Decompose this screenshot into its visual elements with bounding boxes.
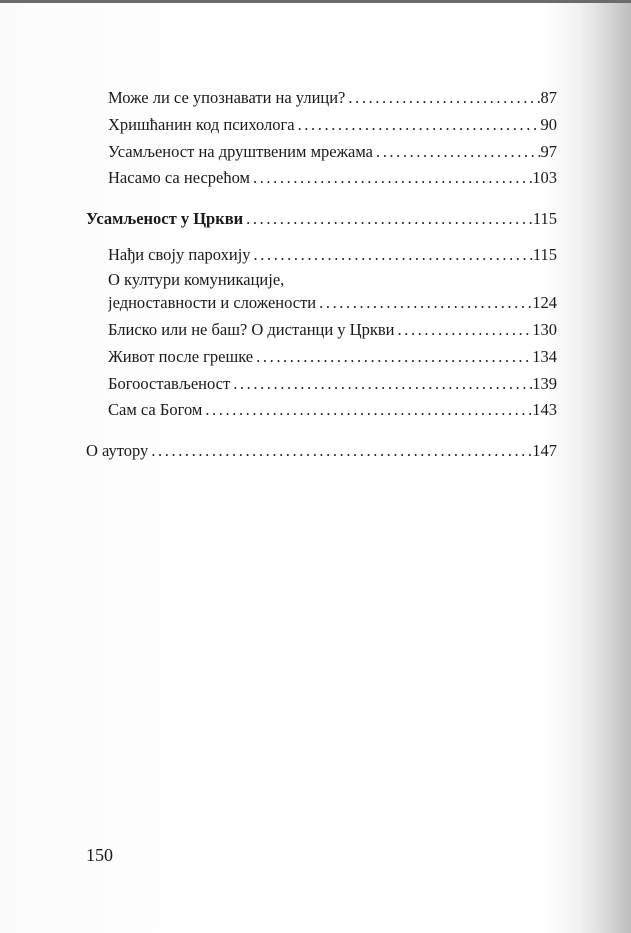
page-number: 150 — [86, 845, 113, 865]
toc-entry[interactable] — [108, 86, 557, 110]
toc-entry[interactable] — [108, 345, 557, 369]
toc-section-page: 147 — [532, 441, 557, 460]
toc-leader-dots — [243, 207, 533, 231]
toc-entry-title: Усамљеност на друштвеним мрежама — [108, 142, 373, 161]
toc-entry-page: 124 — [532, 293, 557, 312]
toc-entry[interactable] — [108, 291, 557, 315]
toc-entry[interactable] — [108, 318, 557, 342]
toc-leader-dots — [345, 86, 540, 110]
toc-entry-title: Нађи своју парохију — [108, 245, 251, 264]
toc-section-title: Усамљеност у Цркви — [86, 209, 244, 228]
toc-entry-title: Хришћанин код психолога — [108, 115, 295, 134]
toc-entry-page: 115 — [532, 245, 557, 264]
toc-entry-page: 130 — [532, 320, 557, 339]
toc-entry-title: Може ли се упознавати на улици? — [108, 88, 346, 107]
toc-entry-page: 97 — [540, 142, 557, 161]
toc-entry-page: 103 — [532, 168, 557, 187]
toc-leader-dots — [316, 291, 532, 315]
toc-entry-page: 90 — [540, 115, 557, 134]
toc-leader-dots — [251, 243, 533, 267]
toc-leader-dots — [148, 439, 532, 463]
toc-section-title: О аутору — [86, 441, 149, 460]
toc-entry-page: 139 — [532, 374, 557, 393]
toc-entry[interactable] — [108, 113, 557, 137]
toc-leader-dots — [250, 166, 532, 190]
toc-entry-page: 143 — [532, 400, 557, 419]
toc-section-church[interactable] — [86, 207, 557, 231]
toc-entry[interactable] — [108, 140, 557, 164]
toc-entry-title: Живот после грешке — [108, 347, 254, 366]
toc-entry-title: једноставности и сложености — [108, 293, 317, 312]
toc-entry[interactable] — [108, 372, 557, 396]
toc-leader-dots — [373, 140, 541, 164]
toc-entry-page: 134 — [532, 347, 557, 366]
toc-entry[interactable] — [108, 243, 557, 267]
toc-entry[interactable] — [108, 166, 557, 190]
toc-leader-dots — [202, 398, 532, 422]
toc-entry-title: Блиско или не баш? О дистанци у Цркви — [108, 320, 395, 339]
toc-entry-page: 87 — [540, 88, 557, 107]
toc-entry-title-line1: О култури комуникације, — [108, 270, 285, 289]
toc-leader-dots — [230, 372, 532, 396]
toc-leader-dots — [295, 113, 541, 137]
toc-about-author[interactable] — [86, 439, 557, 463]
toc-leader-dots — [253, 345, 532, 369]
toc-leader-dots — [395, 318, 533, 342]
toc-entry-title: Сам са Богом — [108, 400, 203, 419]
toc-entry-title: Богоостављеност — [108, 374, 231, 393]
toc-entry-title: Насамо са несрећом — [108, 168, 250, 187]
toc-section-page: 115 — [532, 209, 557, 228]
toc-entry[interactable] — [108, 398, 557, 422]
